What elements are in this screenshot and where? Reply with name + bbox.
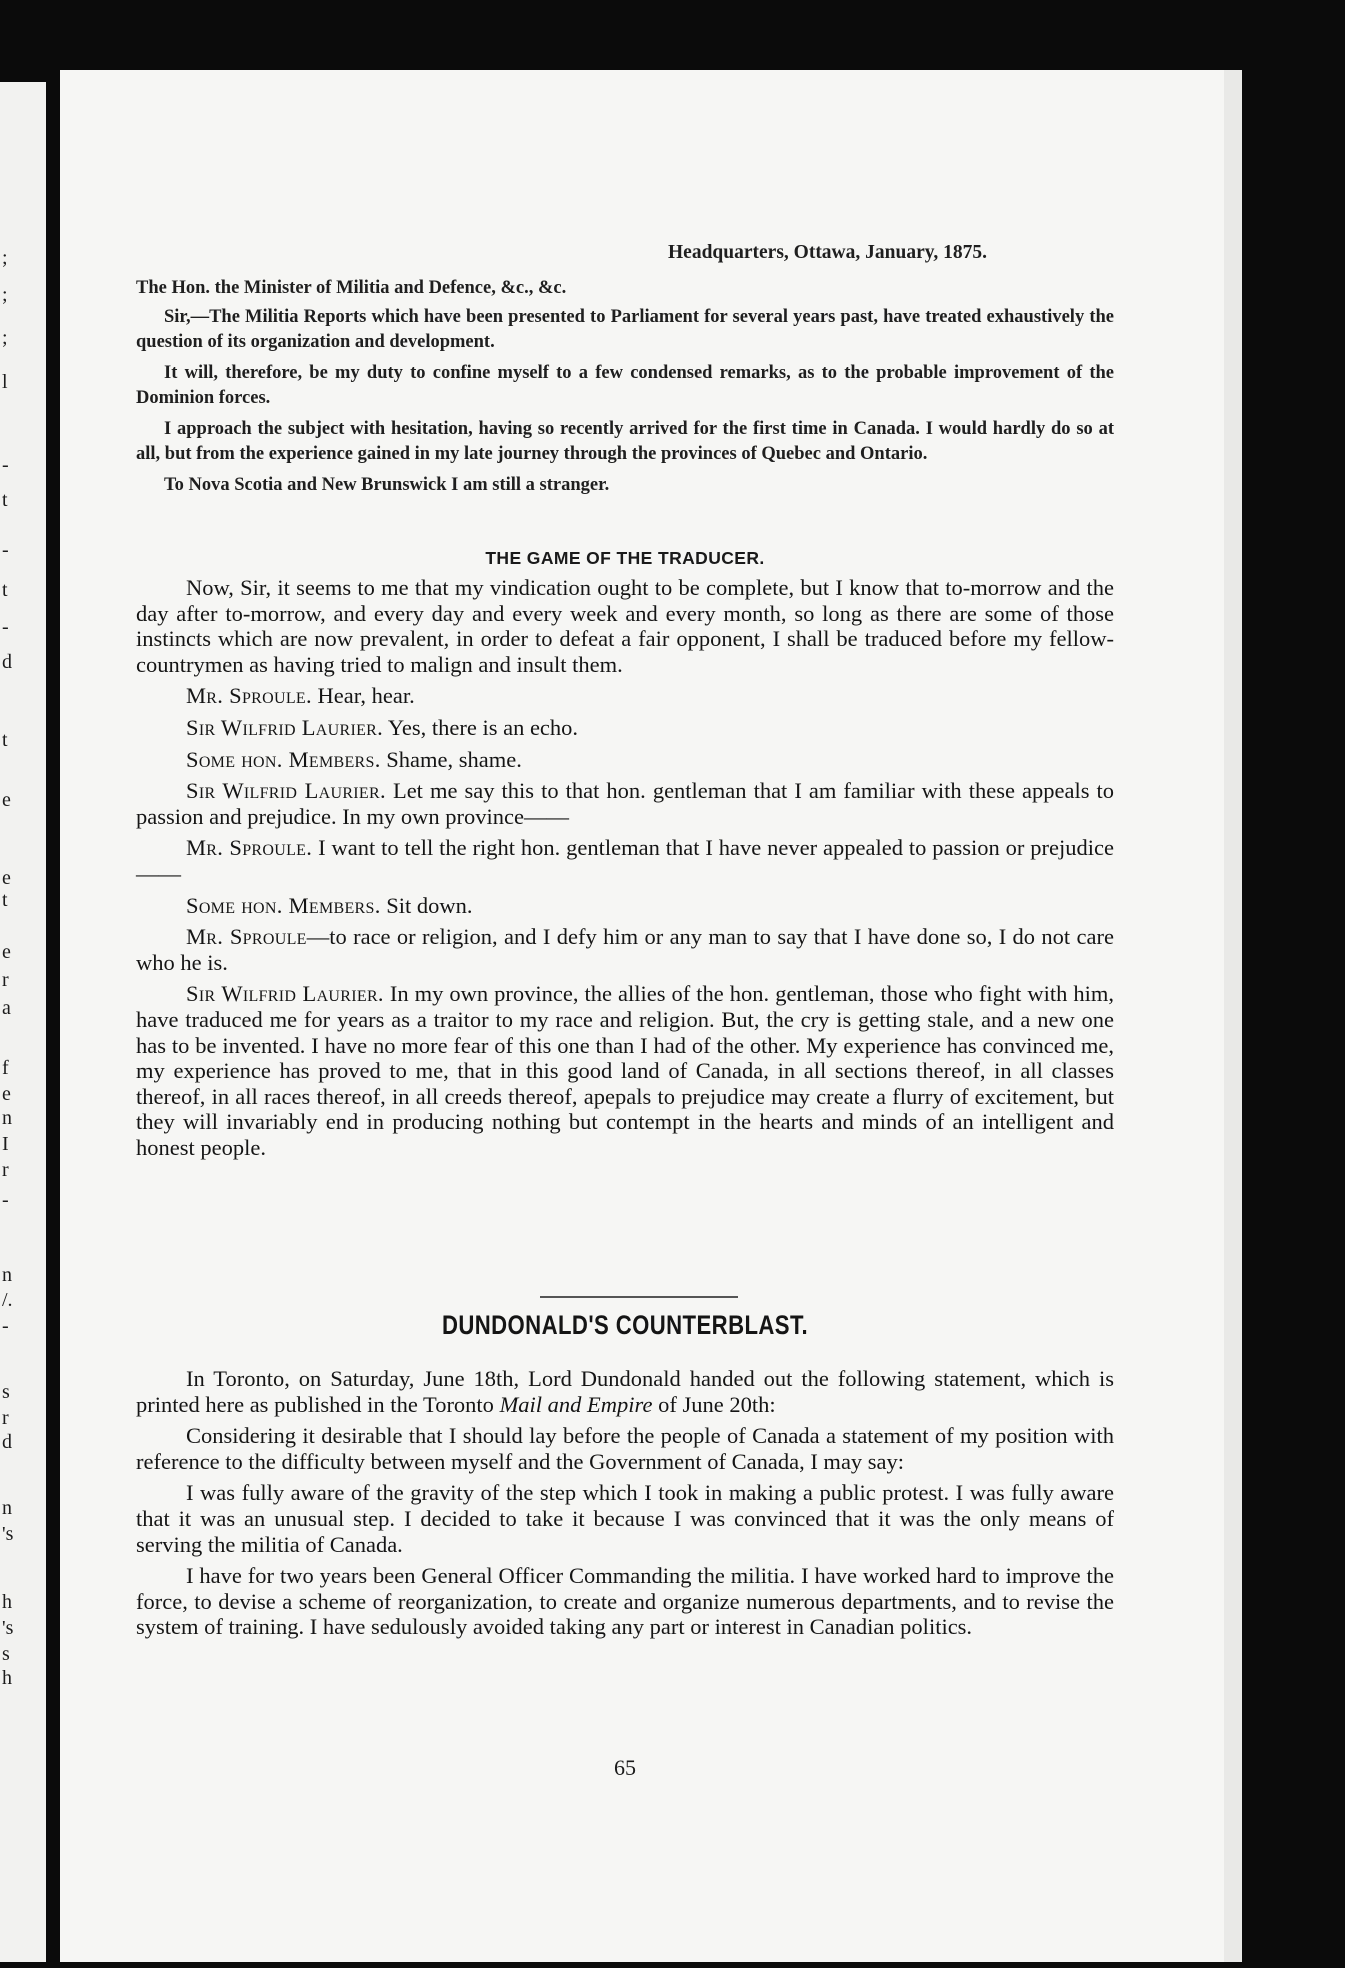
facing-page-fragment: I [2, 1133, 9, 1155]
letter-paragraph: To Nova Scotia and New Brunswick I am still a stranger. [164, 475, 610, 495]
section-heading-counterblast: DUNDONALD'S COUNTERBLAST. [441, 1310, 809, 1340]
salutation-text: The Hon. the Minister of Militia and Defence, &c., &c. [136, 278, 567, 298]
counterblast-article [136, 1366, 1114, 1646]
speaker-name: Sir Wilfrid Laurier. [186, 778, 386, 804]
speaker-name: Mr. Sproule. [186, 835, 313, 861]
speech-text: Shame, shame. [380, 746, 522, 772]
article-paragraph: I was fully aware of the gravity of the step which I took in making a public protest. I was fully aware that it was an unusual step. I decided to take it because I was convinced that it was the only means of serving the militia of Canada. [136, 1480, 1114, 1557]
facing-page-fragment: h [2, 1591, 12, 1613]
speaker-name: Mr. Sproule [186, 924, 307, 950]
facing-page-fragment: ; [2, 327, 8, 349]
speech-text: Let me say this to that hon. gentleman that I am familiar with these appeals to passion and prejudice. In my own province—— [136, 778, 1114, 829]
facing-page-fragment: 's [2, 1617, 14, 1639]
facing-page-fragment: e [2, 789, 11, 811]
facing-page-fragment: n [2, 1264, 12, 1286]
facing-page-fragment: n [2, 1107, 12, 1129]
letter-body [136, 305, 1114, 504]
section-divider [540, 1296, 738, 1298]
facing-page-fragment: - [2, 539, 9, 561]
section-heading-traducer: THE GAME OF THE TRADUCER. [485, 548, 765, 568]
facing-page-fragment: - [2, 454, 9, 476]
exchange [136, 778, 1114, 829]
article-intro [136, 1366, 1114, 1417]
letter-dateline: Headquarters, Ottawa, January, 1875. [668, 242, 988, 263]
facing-page-fragment: ; [2, 247, 8, 269]
speaker-name: Some hon. Members. [186, 746, 381, 772]
facing-page-fragment: d [2, 651, 12, 673]
speech-text: Yes, there is an echo. [383, 714, 579, 740]
speaker-name: Sir Wilfrid Laurier. [186, 714, 384, 740]
speaker-name: Mr. Sproule. [186, 683, 312, 709]
facing-page-fragment: /. [2, 1289, 13, 1311]
facing-page-fragment: t [2, 889, 8, 911]
page-gutter [46, 82, 60, 1962]
speech-text: Hear, hear. [311, 683, 415, 709]
facing-page-fragment: - [2, 616, 9, 638]
facing-page-fragment: e [2, 941, 11, 963]
exchange [136, 924, 1114, 975]
article-paragraph: Considering it desirable that I should lay before the people of Canada a statement of my position with reference to the difficulty between myself and the Government of Canada, I may say: [136, 1423, 1114, 1474]
speaker-name: Some hon. Members. [186, 892, 381, 918]
facing-page-fragment: ; [2, 284, 8, 306]
facing-page-fragment: f [2, 1057, 9, 1079]
facing-page-fragment: n [2, 1497, 12, 1519]
adjacent-page-strip [0, 82, 46, 1962]
facing-page-fragment: t [2, 579, 8, 601]
facing-page-fragment: t [2, 489, 8, 511]
exchange [136, 893, 1114, 919]
exchange [136, 715, 1114, 741]
book-page [60, 70, 1224, 1962]
facing-page-fragment: e [2, 867, 11, 889]
facing-page-fragment: r [2, 1407, 9, 1429]
facing-page-fragment: 's [2, 1523, 14, 1545]
debate-transcript [136, 575, 1114, 1166]
speech-text: I want to tell the right hon. gentleman that I have never appealed to passion or prejudice—— [136, 835, 1114, 886]
exchange [136, 747, 1114, 773]
speech-text: Sit down. [380, 892, 473, 918]
letter-paragraph: Sir,—The Militia Reports which have been presented to Parliament for several years past, have treated exhaustively the question of its organization and development. [136, 307, 1114, 352]
intro-text-end: of June 20th: [652, 1391, 776, 1417]
facing-page-fragment: h [2, 1667, 12, 1689]
speech-text: In my own province, the allies of the hon. gentleman, those who fight with him, have traduced me for years as a traitor to my race and religion. But, the cry is getting stale, and a new one has to be invented. I have no more fear of this one than I had of the other. My experience has convinced me, my experience has proved to me, that in this good land of Canada, in all sections thereof, in all classes thereof, in all races thereof, in all creeds thereof, apepals to prejudice may create a flurry of excitement, but they will invariably end in producing nothing but contempt in the hearts and minds of an intelligent and honest people. [136, 981, 1114, 1160]
facing-page-fragment: l [2, 371, 8, 393]
facing-page-fragment: - [2, 1189, 9, 1211]
facing-page-fragment: t [2, 729, 8, 751]
intro-text: In Toronto, on Saturday, June 18th, Lord Dundonald handed out the following statement, which is printed here as published in the Toronto [136, 1366, 1114, 1417]
exchange [136, 981, 1114, 1160]
page-edge-shadow [1224, 70, 1242, 1962]
article-paragraph: I have for two years been General Officer Commanding the militia. I have worked hard to improve the force, to devise a scheme of reorganization, to create and organize numerous departments, and to revise the system of training. I have sedulously avoided taking any part or interest in Canadian politics. [136, 1563, 1114, 1640]
letter-salutation [136, 276, 1114, 301]
facing-page-fragment: s [2, 1643, 10, 1665]
exchange [136, 683, 1114, 709]
intro-paragraph: Now, Sir, it seems to me that my vindication ought to be complete, but I know that to-morrow and the day after to-morrow, and every day and every week and every month, so long as there are some of those instincts which are now prevalent, in order to defeat a fair opponent, I shall be traduced before my fellow-countrymen as having tried to malign and insult them. [136, 575, 1114, 677]
letter-paragraph: I approach the subject with hesitation, having so recently arrived for the first time in Canada. I would hardly do so at all, but from the experience gained in my late journey through the provinces of Quebec and Ontario. [136, 419, 1114, 464]
newspaper-title: Mail and Empire [499, 1391, 653, 1417]
facing-page-fragment: e [2, 1083, 11, 1105]
facing-page-fragment: d [2, 1431, 12, 1453]
facing-page-fragment: s [2, 1381, 10, 1403]
page-number: 65 [614, 1755, 636, 1780]
speech-text: —to race or religion, and I defy him or any man to say that I have done so, I do not care who he is. [136, 924, 1114, 975]
facing-page-fragment: r [2, 1159, 9, 1181]
facing-page-fragment: - [2, 1315, 9, 1337]
facing-page-fragment: a [2, 997, 11, 1019]
letter-paragraph: It will, therefore, be my duty to confine myself to a few condensed remarks, as to the probable improvement of the Dominion forces. [136, 363, 1114, 408]
facing-page-fragment: r [2, 969, 9, 991]
speaker-name: Sir Wilfrid Laurier. [186, 981, 384, 1007]
exchange [136, 835, 1114, 886]
